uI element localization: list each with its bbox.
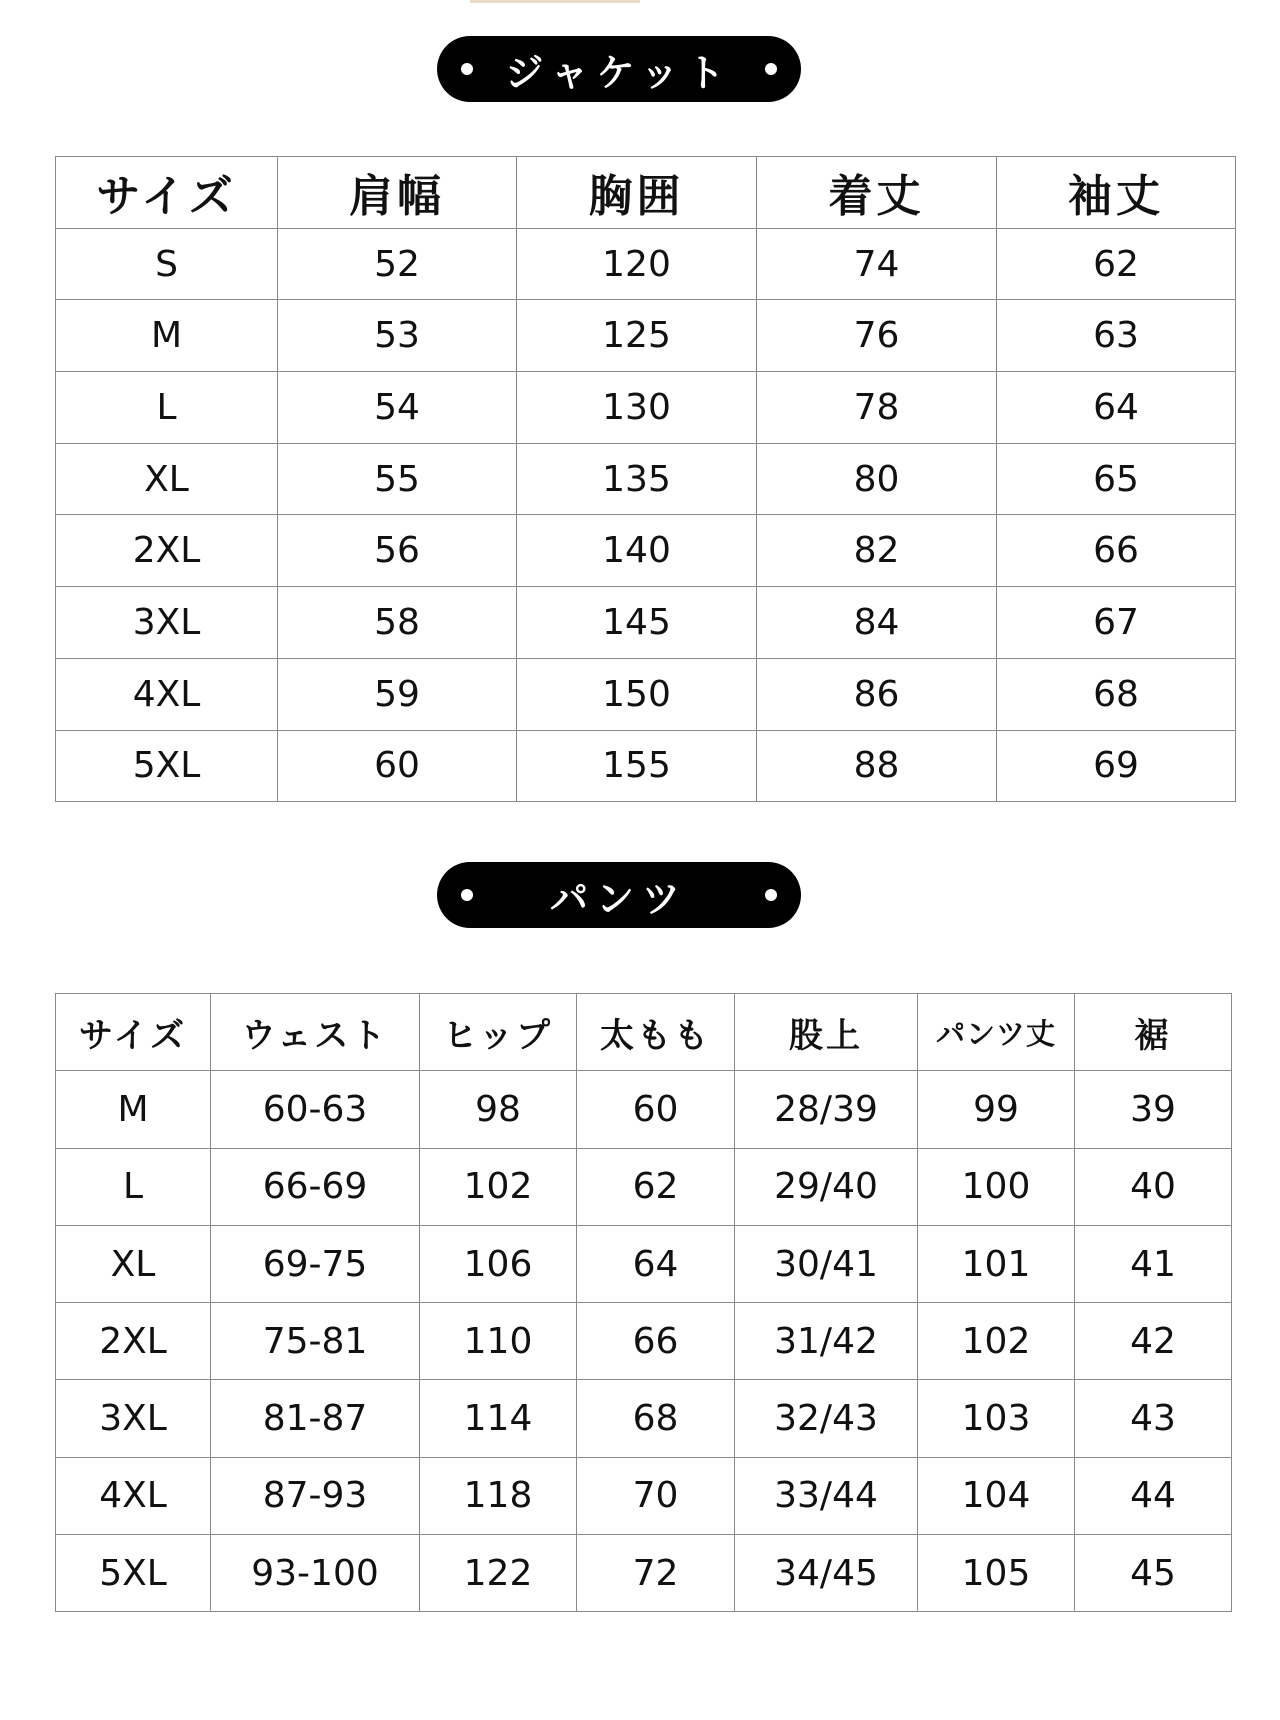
table-row <box>56 730 1236 802</box>
table-cell: 87-93 <box>211 1457 420 1534</box>
table-cell: 100 <box>918 1148 1075 1225</box>
table-row <box>56 372 1236 444</box>
table-cell: 78 <box>757 372 997 444</box>
table-cell: L <box>56 1148 211 1225</box>
table-row <box>56 587 1236 659</box>
column-header: サイズ <box>56 994 211 1071</box>
table-row <box>56 658 1236 730</box>
table-cell: 122 <box>420 1535 577 1612</box>
table-cell: 66 <box>997 515 1236 587</box>
table-cell: 64 <box>997 372 1236 444</box>
table-cell: 60-63 <box>211 1071 420 1148</box>
table-cell: 106 <box>420 1225 577 1302</box>
table-cell: 52 <box>278 228 517 300</box>
table-cell: 62 <box>997 228 1236 300</box>
table-cell: 140 <box>517 515 757 587</box>
table-cell: 104 <box>918 1457 1075 1534</box>
bullet-dot-icon <box>765 63 777 75</box>
table-cell: 145 <box>517 587 757 659</box>
table-cell: 2XL <box>56 515 278 587</box>
table-cell: 3XL <box>56 587 278 659</box>
column-header: 袖丈 <box>997 157 1236 229</box>
column-header: 肩幅 <box>278 157 517 229</box>
column-header: 裾 <box>1075 994 1232 1071</box>
table-cell: 4XL <box>56 658 278 730</box>
pants-size-table <box>55 993 1232 1612</box>
table-row <box>56 515 1236 587</box>
bullet-dot-icon <box>461 889 473 901</box>
table-cell: 58 <box>278 587 517 659</box>
table-cell: 155 <box>517 730 757 802</box>
table-cell: 67 <box>997 587 1236 659</box>
table-row <box>56 300 1236 372</box>
jacket-section-title <box>437 36 801 102</box>
table-cell: 150 <box>517 658 757 730</box>
table-row <box>56 443 1236 515</box>
table-cell: 99 <box>918 1071 1075 1148</box>
column-header: 着丈 <box>757 157 997 229</box>
table-cell: 53 <box>278 300 517 372</box>
table-cell: 74 <box>757 228 997 300</box>
table-cell: 31/42 <box>735 1303 918 1380</box>
table-cell: 103 <box>918 1380 1075 1457</box>
table-cell: 75-81 <box>211 1303 420 1380</box>
table-cell: 76 <box>757 300 997 372</box>
table-cell: 68 <box>577 1380 735 1457</box>
table-cell: 102 <box>918 1303 1075 1380</box>
table-row <box>56 1535 1232 1612</box>
column-header: ヒップ <box>420 994 577 1071</box>
table-cell: 135 <box>517 443 757 515</box>
table-cell: 88 <box>757 730 997 802</box>
table-cell: 80 <box>757 443 997 515</box>
table-cell: 42 <box>1075 1303 1232 1380</box>
table-cell: 43 <box>1075 1380 1232 1457</box>
table-cell: 5XL <box>56 730 278 802</box>
table-cell: 30/41 <box>735 1225 918 1302</box>
table-cell: L <box>56 372 278 444</box>
table-cell: 130 <box>517 372 757 444</box>
table-cell: 70 <box>577 1457 735 1534</box>
table-cell: 44 <box>1075 1457 1232 1534</box>
table-cell: 45 <box>1075 1535 1232 1612</box>
jacket-size-table <box>55 156 1236 802</box>
table-cell: M <box>56 300 278 372</box>
table-cell: 28/39 <box>735 1071 918 1148</box>
table-cell: 81-87 <box>211 1380 420 1457</box>
table-cell: 66 <box>577 1303 735 1380</box>
table-cell: 65 <box>997 443 1236 515</box>
table-cell: 59 <box>278 658 517 730</box>
pants-header-row <box>56 994 1232 1071</box>
table-cell: 34/45 <box>735 1535 918 1612</box>
table-cell: 66-69 <box>211 1148 420 1225</box>
table-cell: 2XL <box>56 1303 211 1380</box>
table-cell: 63 <box>997 300 1236 372</box>
table-cell: 72 <box>577 1535 735 1612</box>
table-cell: 29/40 <box>735 1148 918 1225</box>
table-cell: 125 <box>517 300 757 372</box>
table-cell: 56 <box>278 515 517 587</box>
table-cell: 68 <box>997 658 1236 730</box>
table-cell: 5XL <box>56 1535 211 1612</box>
table-cell: 86 <box>757 658 997 730</box>
pants-section-title <box>437 862 801 928</box>
table-cell: 60 <box>278 730 517 802</box>
table-cell: 40 <box>1075 1148 1232 1225</box>
table-cell: 32/43 <box>735 1380 918 1457</box>
table-cell: 69-75 <box>211 1225 420 1302</box>
table-row <box>56 1303 1232 1380</box>
table-cell: 39 <box>1075 1071 1232 1148</box>
column-header: 股上 <box>735 994 918 1071</box>
table-cell: M <box>56 1071 211 1148</box>
table-row <box>56 1071 1232 1148</box>
table-cell: 102 <box>420 1148 577 1225</box>
table-cell: 33/44 <box>735 1457 918 1534</box>
top-divider <box>470 0 640 3</box>
bullet-dot-icon <box>461 63 473 75</box>
column-header: 太もも <box>577 994 735 1071</box>
jacket-title-text: ジャケット <box>505 50 733 95</box>
table-row <box>56 228 1236 300</box>
column-header: サイズ <box>56 157 278 229</box>
table-cell: 69 <box>997 730 1236 802</box>
bullet-dot-icon <box>765 889 777 901</box>
table-cell: S <box>56 228 278 300</box>
table-cell: 4XL <box>56 1457 211 1534</box>
table-row <box>56 1457 1232 1534</box>
table-cell: 82 <box>757 515 997 587</box>
table-cell: 3XL <box>56 1380 211 1457</box>
table-row <box>56 1148 1232 1225</box>
table-cell: 84 <box>757 587 997 659</box>
pants-title-text: パンツ <box>549 876 688 921</box>
table-row <box>56 1225 1232 1302</box>
table-cell: 55 <box>278 443 517 515</box>
table-cell: XL <box>56 1225 211 1302</box>
table-cell: 60 <box>577 1071 735 1148</box>
table-cell: XL <box>56 443 278 515</box>
column-header: ウェスト <box>211 994 420 1071</box>
table-cell: 62 <box>577 1148 735 1225</box>
table-row <box>56 1380 1232 1457</box>
jacket-header-row <box>56 157 1236 229</box>
table-cell: 110 <box>420 1303 577 1380</box>
column-header: 胸囲 <box>517 157 757 229</box>
column-header: パンツ丈 <box>918 994 1075 1071</box>
table-cell: 105 <box>918 1535 1075 1612</box>
table-cell: 101 <box>918 1225 1075 1302</box>
table-cell: 114 <box>420 1380 577 1457</box>
table-cell: 118 <box>420 1457 577 1534</box>
table-cell: 64 <box>577 1225 735 1302</box>
table-cell: 120 <box>517 228 757 300</box>
table-cell: 93-100 <box>211 1535 420 1612</box>
table-cell: 54 <box>278 372 517 444</box>
table-cell: 41 <box>1075 1225 1232 1302</box>
table-cell: 98 <box>420 1071 577 1148</box>
